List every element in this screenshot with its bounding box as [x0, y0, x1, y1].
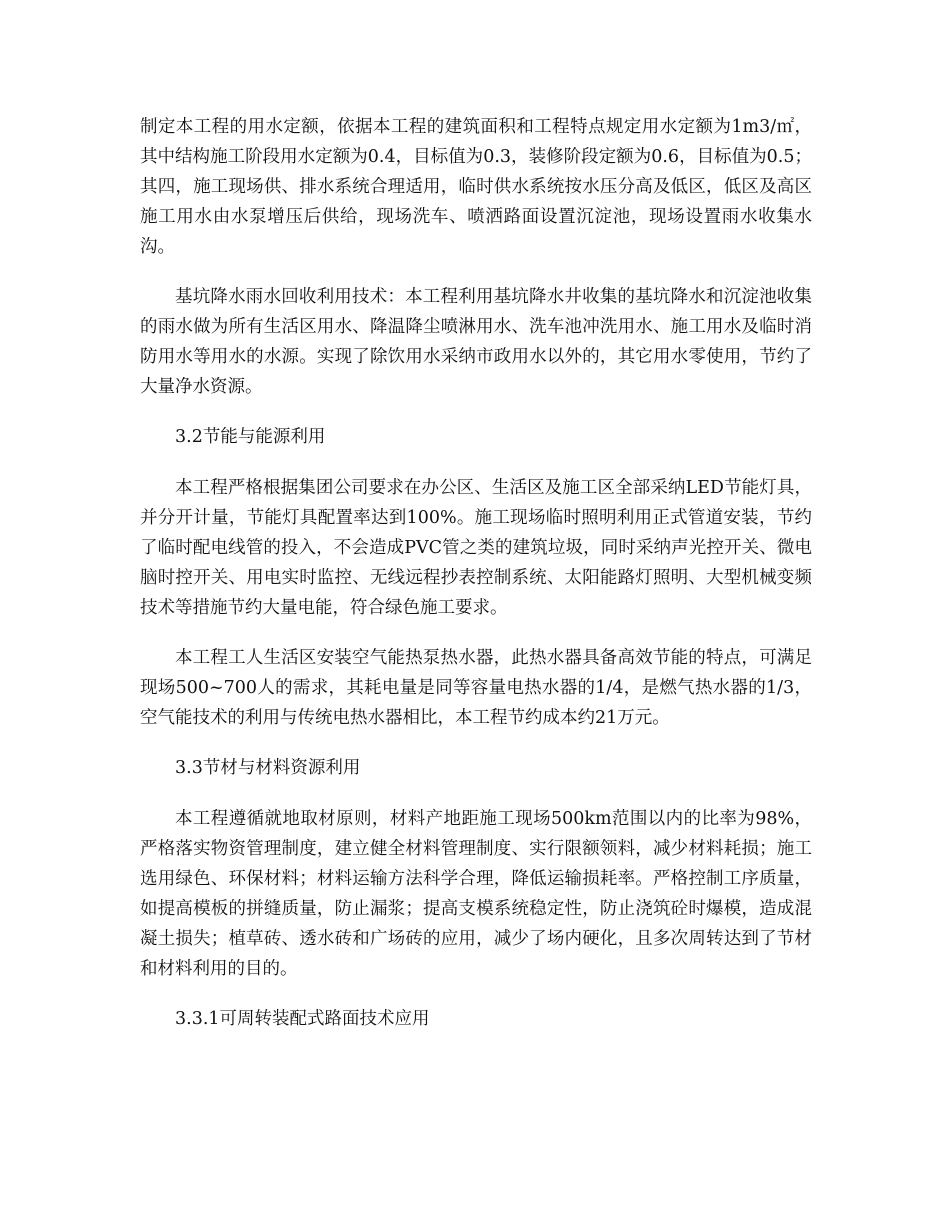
paragraph-heat-pump: 本工程工人生活区安装空气能热泵热水器，此热水器具备高效节能的特点，可满足现场500~700人的需求，其耗电量是同等容量电热水器的1/4，是燃气热水器的1/3，空气能技术的利用与传统电热水器相比，本工程节约成本约21万元。: [140, 648, 812, 728]
paragraph-rainwater-recycling: 基坑降水雨水回收利用技术：本工程利用基坑降水井收集的基坑降水和沉淀池收集的雨水做为所有生活区用水、降温降尘喷淋用水、洗车池冲洗用水、施工用水及临时消防用水等用水的水源。实现了除饮用水采纳市政用水以外的，其它用水零使用，节约了大量净水资源。: [140, 287, 812, 397]
section-heading-energy: 3.2节能与能源利用: [175, 427, 326, 447]
paragraph-led-lighting: 本工程严格根据集团公司要求在办公区、生活区及施工区全部采纳LED节能灯具，并分开计量，节能灯具配置率达到100%。施工现场临时照明利用正式管道安装，节约了临时配电线管的投入，不会造成PVC管之类的建筑垃圾，同时采纳声光控开关、微电脑时控开关、用电实时监控、无线远程抄表控制系统、太阳能路灯照明、大型机械变频技术等措施节约大量电能，符合绿色施工要求。: [140, 478, 812, 618]
section-heading-materials: 3.3节材与材料资源利用: [175, 758, 361, 778]
paragraph-local-materials: 本工程遵循就地取材原则，材料产地距施工现场500km范围以内的比率为98%，严格落实物资管理制度，建立健全材料管理制度、实行限额领料，减少材料耗损；施工选用绿色、环保材料；材料运输方法科学合理，降低运输损耗率。严格控制工序质量，如提高模板的拼缝质量，防止漏浆；提高支模系统稳定性，防止浇筑砼时爆模，造成混凝土损失；植草砖、透水砖和广场砖的应用，减少了场内硬化，且多次周转达到了节材和材料利用的目的。: [140, 809, 812, 979]
section-heading-pavement: 3.3.1可周转装配式路面技术应用: [175, 1009, 430, 1029]
document-page: [140, 112, 812, 1055]
paragraph-water-quota: 制定本工程的用水定额，依据本工程的建筑面积和工程特点规定用水定额为1m3/㎡，其中结构施工阶段用水定额为0.4，目标值为0.3，装修阶段定额为0.6，目标值为0.5；其四，施工现场供、排水系统合理适用，临时供水系统按水压分高及低区，低区及高区施工用水由水泵增压后供给，现场洗车、喷洒路面设置沉淀池，现场设置雨水收集水沟。: [140, 117, 812, 257]
